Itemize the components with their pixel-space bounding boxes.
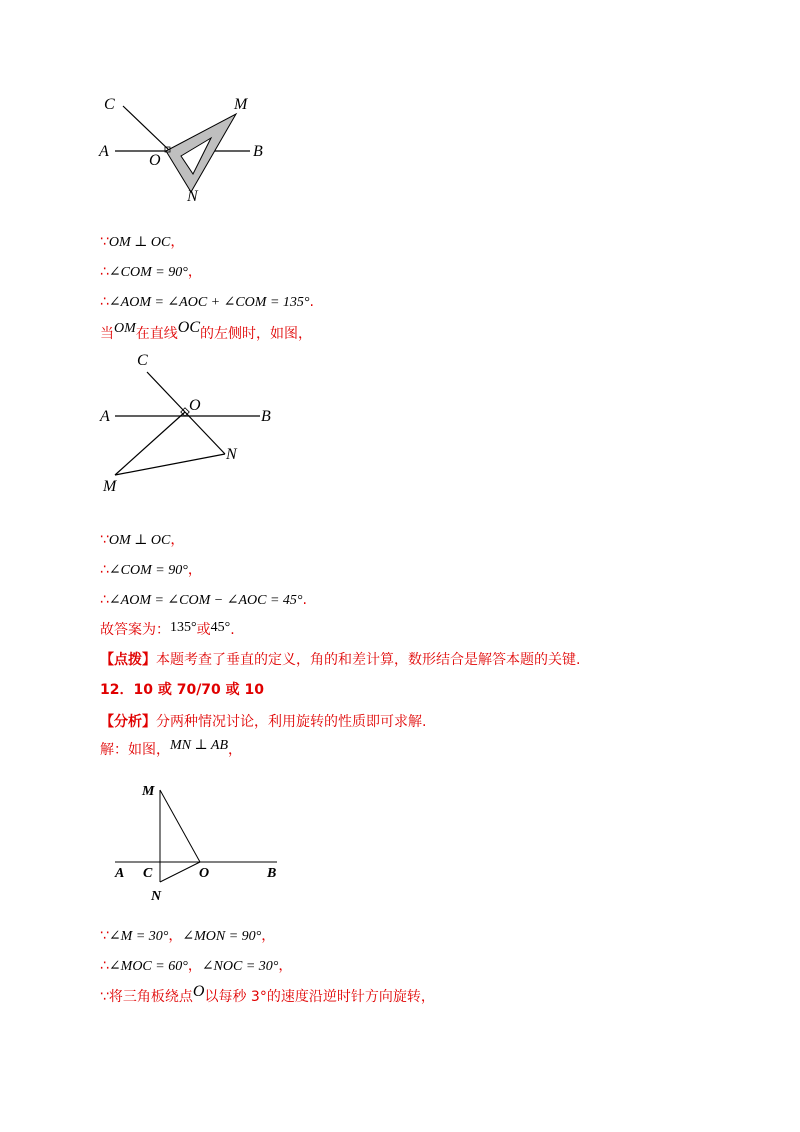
figure-1	[95, 90, 275, 210]
label-a: A	[100, 408, 110, 425]
label-b: B	[267, 866, 277, 881]
label-o: O	[199, 866, 210, 881]
line-12: 解：如图，MN ⊥ AB，	[100, 738, 243, 758]
line-13: ∵∠M = 30°，∠MON = 90°，	[100, 928, 276, 944]
label-o: O	[189, 397, 201, 414]
figure-3	[105, 775, 295, 915]
line-7: ∴∠AOM = ∠COM − ∠AOC = 45°.	[100, 592, 307, 608]
line-2: ∴∠COM = 90°，	[100, 264, 202, 280]
line-10: 12．10 或 70/70 或 10	[100, 682, 265, 698]
label-c: C	[104, 96, 115, 113]
line-11: 【分析】分两种情况讨论，利用旋转的性质即可求解.	[100, 714, 427, 730]
label-m: M	[234, 96, 248, 113]
label-m: M	[142, 784, 155, 799]
line-8: 故答案为：135°或45°.	[100, 620, 235, 638]
line-4: 当OM在直线OC的左侧时，如图，	[100, 319, 313, 342]
line-6: ∴∠COM = 90°，	[100, 562, 202, 578]
label-a: A	[99, 143, 109, 160]
label-n: N	[151, 889, 162, 904]
label-b: B	[253, 143, 263, 160]
figure-2	[95, 350, 285, 495]
label-n: N	[226, 446, 237, 463]
line-5: ∵OM ⊥ OC，	[100, 532, 185, 548]
label-o: O	[149, 152, 161, 169]
label-b: B	[261, 408, 271, 425]
line-9: 【点拨】本题考查了垂直的定义，角的和差计算，数形结合是解答本题的关键.	[100, 652, 581, 668]
label-m: M	[103, 478, 117, 495]
line-1: ∵OM ⊥ OC，	[100, 234, 185, 250]
line-14: ∴∠MOC = 60°，∠NOC = 30°，	[100, 958, 293, 974]
label-c: C	[143, 866, 153, 881]
label-a: A	[115, 866, 125, 881]
label-n: N	[187, 188, 198, 205]
label-c: C	[137, 352, 148, 369]
line-3: ∴∠AOM = ∠AOC + ∠COM = 135°.	[100, 294, 314, 310]
line-15: ∵将三角板绕点O以每秒 3°的速度沿逆时针方向旋转，	[100, 983, 435, 1005]
